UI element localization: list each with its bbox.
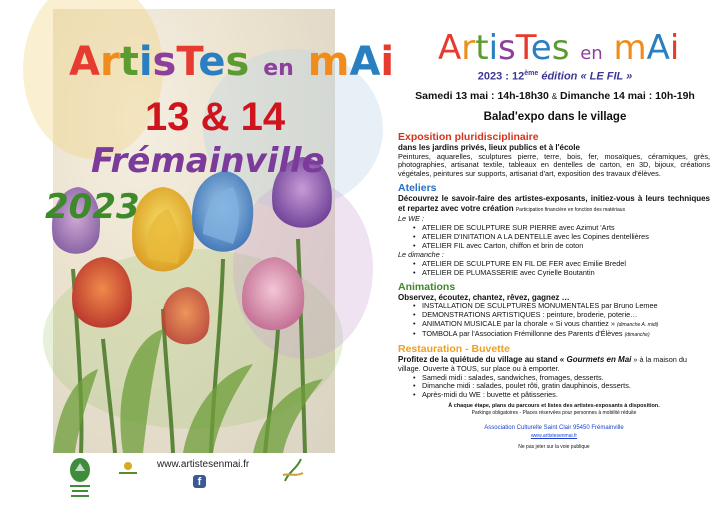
title-letter: t	[119, 39, 139, 85]
restauration-sub-em: Gourmets en Mai	[566, 354, 632, 364]
ateliers-sun-list	[398, 260, 710, 278]
ateliers-title: Ateliers	[398, 182, 437, 195]
list-item: • Dimanche midi : salades, poulet rôti, gratin dauphinois, desserts.	[422, 382, 710, 391]
restauration-text	[398, 355, 710, 374]
ateliers-sub-text: Découvrez le savoir-faire des artistes-exposants, initiez-vous à leurs techniques et repartez avec votre création	[398, 194, 710, 213]
animations-subtitle: Observez, écoutez, chantez, rêvez, gagnez …	[398, 292, 570, 302]
balad-heading: Balad'expo dans le village	[483, 111, 627, 123]
title-letter: m	[307, 39, 350, 85]
village-logo	[281, 455, 305, 485]
program-url-link[interactable]: www.artistesenmai.fr	[530, 432, 578, 439]
dates-line	[390, 90, 720, 102]
program-content	[398, 131, 710, 451]
expo-text: Peintures, aquarelles, sculptures pierre, terre, bois, fer, mosaïques, céramiques, grès, photographies, artisanat textile, tableaux en dentelles de carton, en 3D, bijoux, créations végétales, peintures sur supports, artisanat d'art, exposition des travaux d'élèves.	[398, 151, 710, 179]
poster	[45, 9, 395, 504]
edition-line	[390, 70, 720, 83]
ateliers-subtitle	[398, 194, 710, 215]
partner-logo	[117, 461, 139, 477]
date-amp: &	[551, 92, 558, 101]
animation-text: INSTALLATION DE SCULPTURES MONUMENTALES par Bruno Lemee	[422, 301, 658, 311]
list-item: • ATELIER FIL avec Carton, chiffon et brin de coton	[422, 242, 710, 251]
edition-pre: 2023 : 12	[477, 70, 525, 83]
edition-sup: ème	[524, 70, 539, 77]
title-letter: A	[646, 28, 670, 68]
title-letter: s	[152, 39, 177, 85]
tulip-watercolor-artwork	[45, 9, 395, 453]
animation-text: ANIMATION MUSICALE par la chorale « Si vous chantiez »	[422, 318, 615, 328]
title-en: en	[263, 56, 294, 81]
animations-title: Animations	[398, 280, 456, 293]
poster-title	[69, 39, 394, 85]
ateliers-note: Participation financière en fonction des matériaux	[515, 206, 626, 213]
ateliers-we-label: Le WE :	[398, 214, 424, 224]
animation-note: (dimanche)	[624, 331, 650, 338]
title-letter: A	[349, 39, 381, 85]
date-saturday: Samedi 13 mai : 14h-18h30	[415, 90, 549, 102]
program-page	[390, 0, 720, 507]
title-letter: e	[530, 28, 552, 68]
title-letter: A	[69, 39, 100, 85]
title-letter: i	[669, 28, 680, 68]
list-item: • ATELIER DE SCULPTURE SUR PIERRE avec Azimut 'Arts	[422, 224, 710, 233]
restauration-sub-post: » à la maison du village. Ouverte à TOUS, sur place ou à emporter.	[398, 354, 687, 373]
info-parking: Parkings obligatoires - Places réservées pour personnes à mobilité réduite	[471, 410, 637, 417]
edition-post: édition « LE FIL »	[538, 70, 633, 83]
list-item: • Samedi midi : salades, sandwiches, fromages, desserts.	[422, 374, 710, 383]
expo-subtitle: dans les jardins privés, lieux publics et à l'école	[398, 143, 580, 152]
list-item: • ATELIER D'INITATION A LA DENTELLE avec les Copines dentellières	[422, 233, 710, 242]
poster-town: Frémainville	[91, 141, 325, 181]
title-letter: r	[461, 28, 476, 68]
title-letter: m	[613, 28, 647, 68]
animation-text: TOMBOLA par l'Association Frémillonne des Parents d'Élèves	[422, 328, 623, 338]
title-letter: i	[488, 28, 499, 68]
ateliers-we-list	[398, 224, 710, 251]
title-letter: t	[475, 28, 489, 68]
animations-list	[398, 302, 710, 340]
title-letter: s	[498, 28, 516, 68]
date-sunday: Dimanche 14 mai : 10h-19h	[560, 90, 695, 102]
association-name: Association Culturelle Saint Clair 95450 Frémainville	[484, 424, 624, 431]
poster-footer	[53, 453, 335, 504]
title-letter: i	[380, 39, 395, 85]
list-item: • ATELIER DE SCULPTURE EN FIL DE FER avec Emilie Bredel	[422, 260, 710, 269]
list-item: • ATELIER DE PLUMASSERIE avec Cyrielle Boutantin	[422, 269, 710, 278]
title-letter: s	[225, 39, 250, 85]
poster-dates: 13 & 14	[145, 95, 286, 139]
restauration-sub-pre: Profitez de la quiétude du village au stand «	[398, 354, 567, 364]
title-letter: s	[551, 28, 570, 68]
animation-text: DEMONSTRATIONS ARTISTIQUES : peinture, broderie, poterie…	[422, 309, 638, 319]
info-bold: À chaque étape, plans du parcours et listes des artistes-exposants à disposition.	[448, 403, 660, 410]
title-letter: i	[138, 39, 153, 85]
title-letter: A	[438, 28, 462, 68]
title-letter: T	[176, 39, 199, 85]
title-letter: r	[99, 39, 120, 85]
ateliers-sun-label: Le dimanche :	[398, 249, 444, 259]
list-item: • Après-midi du WE : buvette et pâtisseries.	[422, 391, 710, 400]
list-item	[422, 330, 710, 340]
footer-note: Ne pas jeter sur la voie publique	[518, 444, 590, 451]
animation-note: (dimanche A. midi)	[616, 321, 659, 328]
poster-year: 2023	[45, 187, 140, 227]
poster-url[interactable]: www.artistesenmai.fr	[157, 459, 250, 470]
expo-title: Exposition pluridisciplinaire	[398, 131, 539, 143]
restauration-title: Restauration - Buvette	[398, 342, 511, 355]
title-letter: T	[515, 28, 531, 68]
regional-park-logo	[67, 457, 93, 501]
program-title	[438, 28, 679, 68]
title-letter: e	[198, 39, 226, 85]
facebook-icon[interactable]: f	[193, 475, 206, 488]
title-en: en	[580, 43, 603, 64]
restauration-list	[398, 374, 710, 401]
